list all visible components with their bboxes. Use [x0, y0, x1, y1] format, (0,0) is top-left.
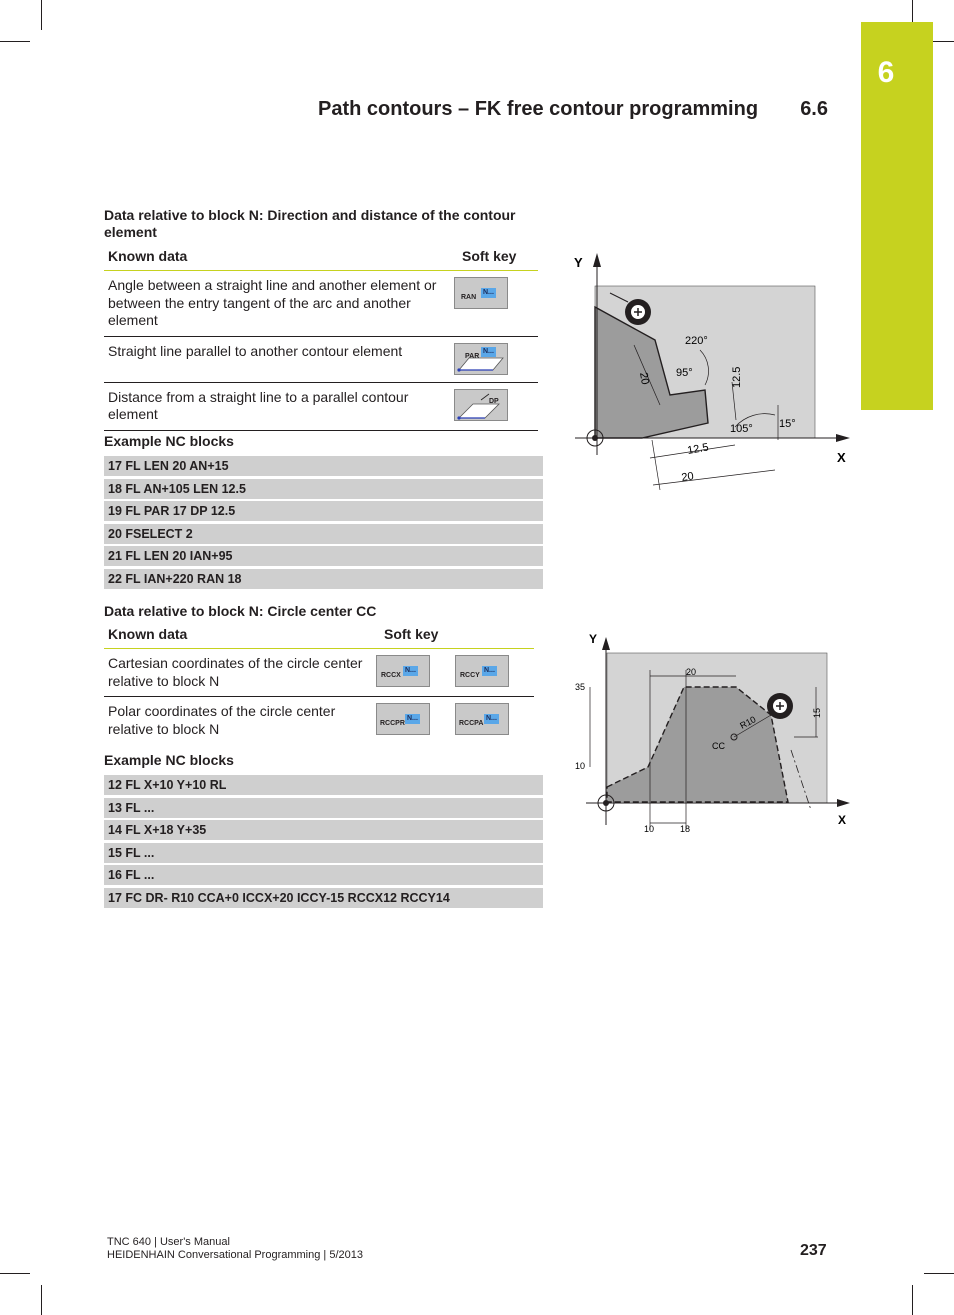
coordinate-label: 10: [644, 824, 655, 834]
known-data-cell: Distance from a straight line to a parallel contour element: [104, 382, 458, 430]
crop-mark: [912, 1285, 913, 1315]
footer-manual-title: TNC 640 | User's Manual: [107, 1236, 230, 1248]
nc-block-row: 19 FL PAR 17 DP 12.5: [104, 501, 543, 521]
table-row: [104, 697, 534, 745]
rccy-softkey[interactable]: [455, 655, 509, 687]
nc-block-row: 12 FL X+10 Y+10 RL: [104, 775, 543, 795]
nc-block-row: 21 FL LEN 20 IAN+95: [104, 546, 543, 566]
nc-block-row: 15 FL ...: [104, 843, 543, 863]
col-soft-key: Soft key: [458, 248, 538, 271]
known-data-cell: Cartesian coordinates of the circle center relative to block N: [104, 649, 380, 697]
softkey-label: RAN: [461, 294, 477, 301]
section1-table: [104, 248, 538, 431]
col-known-data: Known data: [104, 626, 380, 649]
nc-block-row: 17 FL LEN 20 AN+15: [104, 456, 543, 476]
section1-nc-blocks: [104, 456, 543, 591]
softkey-value: N...: [486, 715, 497, 722]
nc-block-row: 22 FL IAN+220 RAN 18: [104, 569, 543, 589]
dp-softkey[interactable]: [454, 389, 508, 421]
dimension-label: 20: [686, 667, 697, 677]
coordinate-label: 10: [575, 761, 586, 771]
ran-softkey[interactable]: [454, 277, 508, 309]
softkey-value: N...: [483, 289, 494, 296]
crop-mark: [924, 1273, 954, 1274]
softkey-label: RCCPA: [459, 720, 484, 727]
par-softkey[interactable]: [454, 343, 508, 375]
section2-title: Data relative to block N: Circle center CC: [104, 603, 377, 619]
softkey-label: PAR: [465, 352, 480, 360]
coordinate-label: 35: [575, 682, 586, 692]
softkey-label: RCCX: [381, 672, 401, 679]
known-data-cell: Polar coordinates of the circle center relative to block N: [108, 703, 336, 737]
crop-mark: [0, 1273, 30, 1274]
nc-block-row: 20 FSELECT 2: [104, 524, 543, 544]
softkey-label: RCCY: [460, 672, 480, 679]
rccpa-softkey[interactable]: [455, 703, 509, 735]
col-known-data: Known data: [104, 248, 458, 271]
angle-label: 15°: [779, 418, 796, 430]
coordinate-label: 18: [680, 824, 691, 834]
length-label: 12.5: [686, 441, 710, 457]
milling-tool-icon: [767, 693, 793, 719]
crop-mark: [41, 1285, 42, 1315]
length-label: 20: [680, 470, 695, 484]
circle-center-label: CC: [712, 741, 725, 751]
softkey-label: RCCPR: [380, 720, 405, 727]
section1-example-title: Example NC blocks: [104, 433, 234, 449]
table-row: [104, 382, 538, 430]
col-soft-key: Soft key: [380, 626, 534, 649]
x-axis-label: X: [838, 813, 847, 827]
dimension-label: 15: [812, 707, 822, 718]
page-number: 237: [800, 1242, 827, 1259]
rccpr-softkey[interactable]: [376, 703, 430, 735]
nc-block-row: 14 FL X+18 Y+35: [104, 820, 543, 840]
table-row: [104, 649, 534, 697]
section2-table: [104, 626, 534, 744]
header-section-number: 6.6: [800, 98, 828, 120]
y-axis-label: Y: [589, 632, 598, 646]
page-header: [318, 98, 828, 121]
length-label: 12.5: [731, 366, 743, 388]
softkey-value: N...: [405, 667, 416, 674]
x-axis-label: X: [837, 450, 846, 465]
softkey-value: N...: [483, 347, 494, 355]
crop-mark: [41, 0, 42, 30]
angle-label: 105°: [730, 423, 753, 435]
section2-example-title: Example NC blocks: [104, 752, 234, 768]
nc-block-row: 16 FL ...: [104, 865, 543, 885]
section1-title: Data relative to block N: Direction and distance of the contour element: [104, 207, 516, 240]
length-label: 20: [637, 371, 651, 386]
softkey-value: N...: [407, 715, 418, 722]
y-axis-label: Y: [574, 255, 583, 270]
crop-mark: [0, 41, 30, 42]
softkey-value: N...: [484, 667, 495, 674]
footer-manual-subtitle: HEIDENHAIN Conversational Programming | 5/2013: [107, 1249, 363, 1261]
angle-label: 95°: [676, 367, 693, 379]
radius-label: R10: [738, 714, 758, 731]
known-data-cell: Angle between a straight line and another element or between the entry tangent of the arc and another element: [104, 271, 458, 337]
nc-block-row: 18 FL AN+105 LEN 12.5: [104, 479, 543, 499]
rccx-softkey[interactable]: [376, 655, 430, 687]
nc-block-row: 13 FL ...: [104, 798, 543, 818]
section2-nc-blocks: [104, 775, 543, 910]
table-row: [104, 336, 538, 382]
table-row: [104, 271, 538, 337]
angle-label: 220°: [685, 335, 708, 347]
softkey-label: DP: [489, 397, 499, 405]
nc-block-row: 17 FC DR- R10 CCA+0 ICCX+20 ICCY-15 RCCX12 RCCY14: [104, 888, 543, 908]
figure1-direction-distance: [560, 245, 860, 500]
known-data-cell: Straight line parallel to another contour element: [104, 336, 458, 382]
header-title: Path contours – FK free contour programming: [318, 98, 759, 120]
figure2-circle-center: [566, 625, 856, 840]
chapter-number: 6: [877, 56, 895, 89]
parallel-distance-icon: [455, 390, 509, 424]
page-footer: [107, 1236, 363, 1262]
